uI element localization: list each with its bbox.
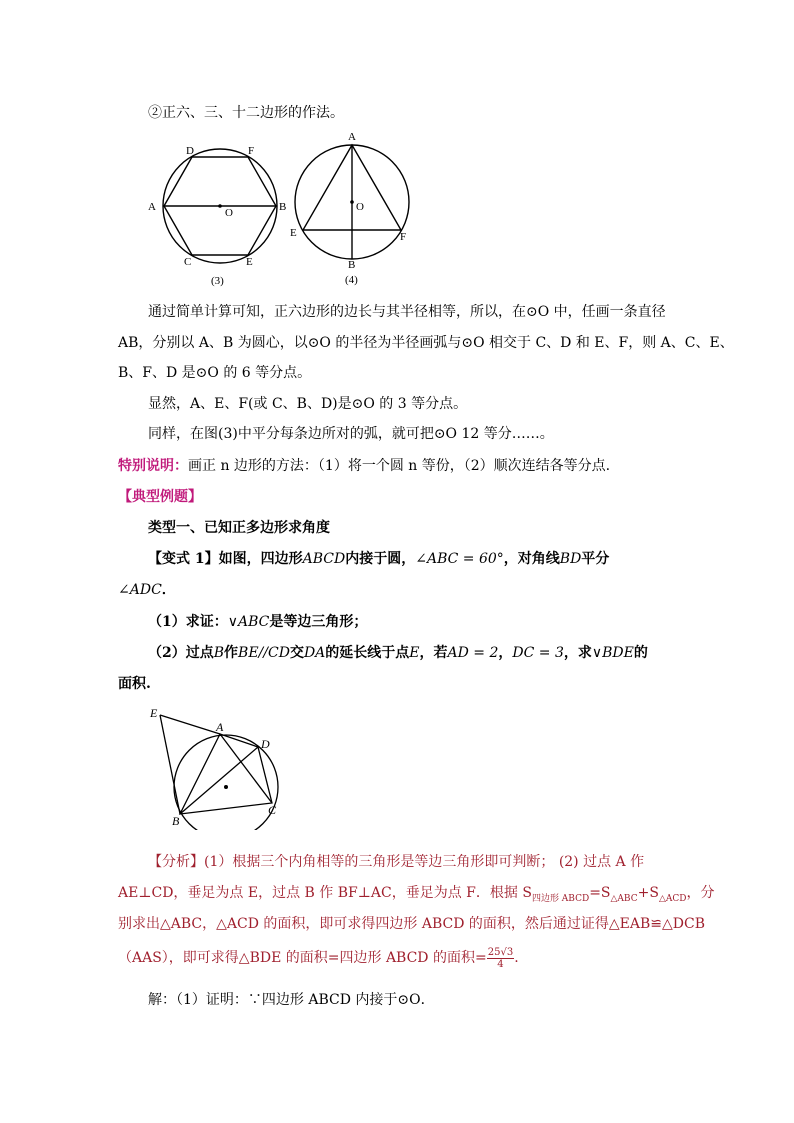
problem-angle: ∠ABC = 60° (415, 551, 504, 567)
solution-line1: 解：（1）证明：∵四边形 ABCD 内接于⊙O． (148, 992, 435, 1008)
fraction-numerator: 25√3 (487, 946, 514, 958)
analysis-l2c: +S (637, 885, 659, 901)
analysis-l1: (1）根据三个内角相等的三角形是等边三角形即可判断； (2) 过点 A 作 (204, 854, 645, 870)
area-fraction (487, 947, 514, 970)
para1-line3: B、F、D 是⊙O 的 6 等分点。 (118, 365, 312, 381)
fig5-label-C: C (268, 803, 277, 817)
q2-l: DC = 3 (512, 645, 564, 661)
q2-d: BE//CD (238, 645, 290, 661)
q2-h: E (409, 645, 420, 661)
fig4-label-E: E (290, 227, 297, 239)
fig4-label-B: B (348, 259, 356, 271)
analysis-l4a: （AAS），即可求得△BDE 的面积=四边形 ABCD 的面积= (118, 950, 487, 966)
special-note-label: 特别说明： (118, 458, 188, 474)
fig3-caption: (3) (211, 275, 224, 287)
para2: 显然，A、E、F(或 C、B、D)是⊙O 的 3 等分点。 (148, 396, 468, 412)
fig3-label-D: D (186, 145, 194, 157)
q2-j: AD = 2 (447, 645, 499, 661)
problem-abcd: ABCD (302, 551, 346, 567)
fig4-caption: (4) (345, 274, 358, 286)
fig4-label-F: F (400, 231, 407, 243)
problem-text1: 如图，四边形 (218, 551, 303, 567)
problem-q2 (148, 643, 648, 663)
q2-b: B (213, 645, 225, 661)
q2-i: ，若 (419, 645, 448, 661)
problem-text4: 平分 (581, 551, 610, 567)
q2-n: ∨BDE (591, 645, 634, 661)
q2-e: 交 (289, 645, 304, 661)
type1-title: 类型一、已知正多边形求角度 (148, 520, 330, 536)
analysis-line4 (118, 945, 519, 971)
figure-quadrilateral (144, 700, 294, 830)
fig4-label-A: A (348, 131, 356, 143)
special-note-text: 画正 n 边形的方法：（1）将一个圆 n 等份，（2）顺次连结各等分点. (188, 458, 611, 474)
q2-k: ， (498, 645, 513, 661)
figure-triangle (282, 128, 422, 290)
problem-tag: 【变式 1】 (148, 551, 219, 567)
problem-angle-adc: ∠ADC (118, 582, 162, 598)
fraction-denominator: 4 (497, 958, 504, 970)
q1-triangle: ∨ABC (227, 614, 270, 630)
q2-f: DA (303, 645, 326, 661)
problem-q1 (148, 612, 367, 632)
analysis-l2b: =S (589, 885, 611, 901)
analysis-l2a: AE⊥CD，垂足为点 E，过点 B 作 BF⊥AC，垂足为点 F．根据 S (118, 885, 532, 901)
q1-prefix: （1）求证： (148, 614, 228, 630)
fig3-label-B: B (279, 201, 287, 213)
figure-hexagon (140, 138, 300, 290)
special-note (118, 456, 610, 476)
analysis-l2sub3: △ACD (658, 893, 687, 904)
q2-g: 的延长线于点 (325, 645, 410, 661)
fig5-label-B: B (172, 814, 180, 828)
q2-o: 的 (633, 645, 648, 661)
fig3-label-F: F (248, 145, 255, 157)
problem-line1 (148, 549, 609, 569)
analysis-line2 (118, 883, 714, 909)
problem-text2: 内接于圆， (345, 551, 416, 567)
problem-text3: ，对角线 (503, 551, 560, 567)
fig5-label-D: D (261, 737, 270, 751)
analysis-l2sub1: 四边形 ABCD (531, 893, 590, 904)
fig5-label-E: E (150, 706, 158, 720)
typical-examples-heading: 【典型例题】 (118, 489, 202, 505)
fig5-label-A: A (216, 720, 224, 734)
q1-suffix: 是等边三角形； (269, 614, 368, 630)
analysis-tag: 【分析】 (148, 854, 204, 870)
q2-a: （2）过点 (148, 645, 214, 661)
fig3-label-E: E (246, 256, 253, 268)
para1-line2: AB，分别以 A、B 为圆心，以⊙O 的半径为半径画弧与⊙O 相交于 C、D 和 E、F，则 A、C、E、 (118, 335, 734, 351)
q2-m: ，求 (563, 645, 592, 661)
analysis-line3: 别求出△ABC，△ACD 的面积，即可求得四边形 ABCD 的面积，然后通过证得△EAB≌△DCB (118, 916, 706, 932)
analysis-l2sub2: △ABC (610, 893, 638, 904)
fig3-label-C: C (184, 256, 192, 268)
section-heading: ②正六、三、十二边形的作法。 (148, 105, 344, 121)
analysis-l2d: ，分 (686, 885, 715, 901)
problem-q2-line2: 面积. (118, 676, 151, 692)
analysis-l4end: . (514, 950, 519, 966)
fig3-label-A: A (148, 201, 156, 213)
problem-line2-end: ． (161, 582, 176, 598)
problem-line2 (118, 580, 176, 600)
fig4-label-O: O (356, 201, 364, 213)
analysis-line1 (148, 852, 644, 872)
q2-c: 作 (224, 645, 239, 661)
para3: 同样，在图(3)中平分每条边所对的弧，就可把⊙O 12 等分……。 (148, 426, 554, 442)
fig3-label-O: O (225, 207, 233, 219)
problem-bd: BD (559, 551, 582, 567)
para1-line1: 通过简单计算可知，正六边形的边长与其半径相等，所以，在⊙O 中，任画一条直径 (148, 304, 666, 320)
